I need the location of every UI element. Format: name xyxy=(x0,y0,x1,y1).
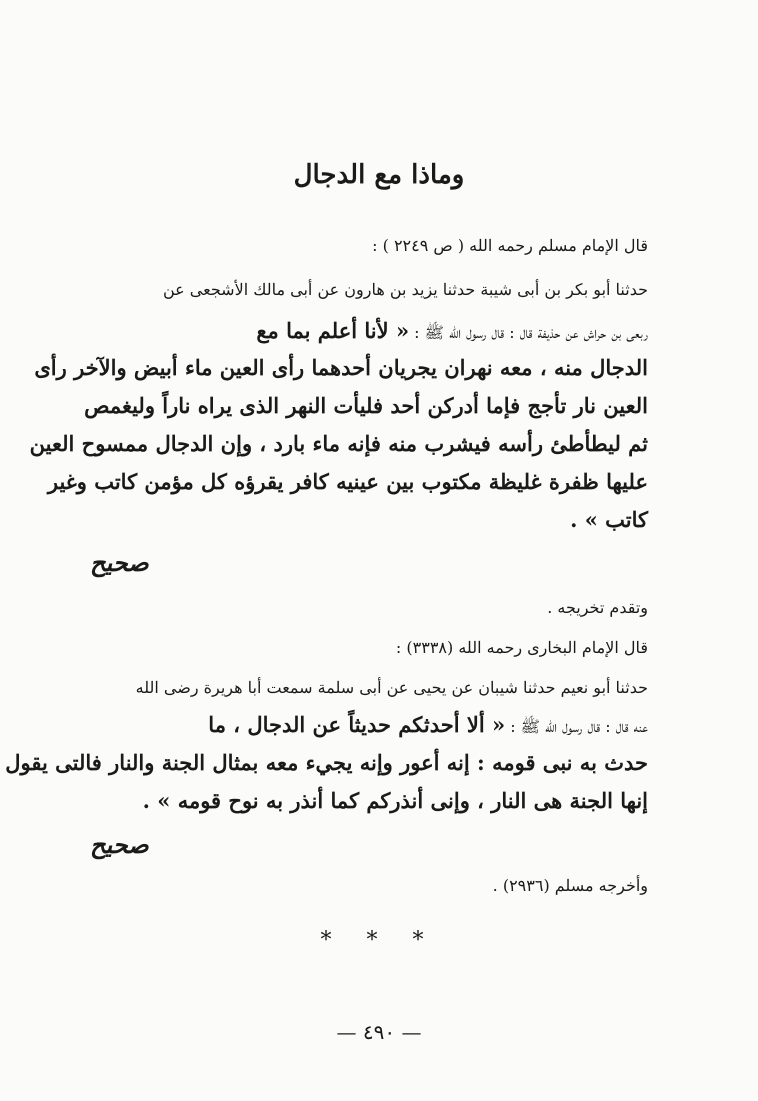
hadith2-intro: قال الإمام البخارى رحمه الله (٣٣٣٨) : xyxy=(395,638,648,657)
hadith2-text-line: إنها الجنة هى النار ، وإنى أنذركم كما أنذر به نوح قومه » . xyxy=(142,788,648,813)
hadith1-note: وتقدم تخريجه . xyxy=(547,598,648,617)
hadith1-isnad-plain: ربعى بن حراش عن حذيفة قال : قال رسول الله ﷺ : xyxy=(414,323,648,342)
hadith2-text-line: حدث به نبى قومه : إنه أعور وإنه يجيء معه بمثال الجنة والنار فالتى يقول xyxy=(5,750,648,775)
hadith2-note: وأخرجه مسلم (٢٩٣٦) . xyxy=(492,876,648,895)
hadith1-matn-start: « لأنا أعلم بما مع xyxy=(256,318,410,343)
hadith2-isnad-line-1: حدثنا أبو نعيم حدثنا شيبان عن يحيى عن أبى سلمة سمعت أبا هريرة رضى الله xyxy=(135,678,648,697)
hadith2-isnad-plain: عنه قال : قال رسول الله ﷺ : xyxy=(510,717,648,736)
hadith1-isnad-line-1: حدثنا أبو بكر بن أبى شيبة حدثنا يزيد بن هارون عن أبى مالك الأشجعى عن xyxy=(162,280,648,299)
hadith1-grade: صحيح xyxy=(90,548,149,577)
hadith1-intro: قال الإمام مسلم رحمه الله ( ص ٢٢٤٩ ) : xyxy=(372,236,648,255)
hadith2-isnad-line-2 xyxy=(90,712,648,740)
hadith1-text-line: عليها ظفرة غليظة مكتوب بين عينيه كافر يقرؤه كل مؤمن كاتب وغير xyxy=(47,469,648,494)
hadith1-text-line: الدجال منه ، معه نهران يجريان أحدهما رأى العين ماء أبيض والآخر رأى xyxy=(34,355,648,380)
hadith2-matn-start: « ألا أحدثكم حديثاً عن الدجال ، ما xyxy=(208,712,506,737)
hadith1-text-line: العين نار تأجج فإما أدركن أحد فليأت النهر الذى يراه ناراً وليغمص xyxy=(84,393,648,418)
chapter-title: وماذا مع الدجال xyxy=(293,160,465,190)
hadith2-grade: صحيح xyxy=(90,830,149,859)
page-number: — ٤٩٠ — xyxy=(336,1020,422,1044)
hadith1-isnad-line-2 xyxy=(90,318,648,346)
hadith1-text-line: كاتب » . xyxy=(570,507,648,532)
hadith1-text-line: ثم ليطأطئ رأسه فيشرب منه فإنه ماء بارد ، وإن الدجال ممسوح العين xyxy=(29,431,648,456)
section-separator: * * * xyxy=(320,928,438,953)
